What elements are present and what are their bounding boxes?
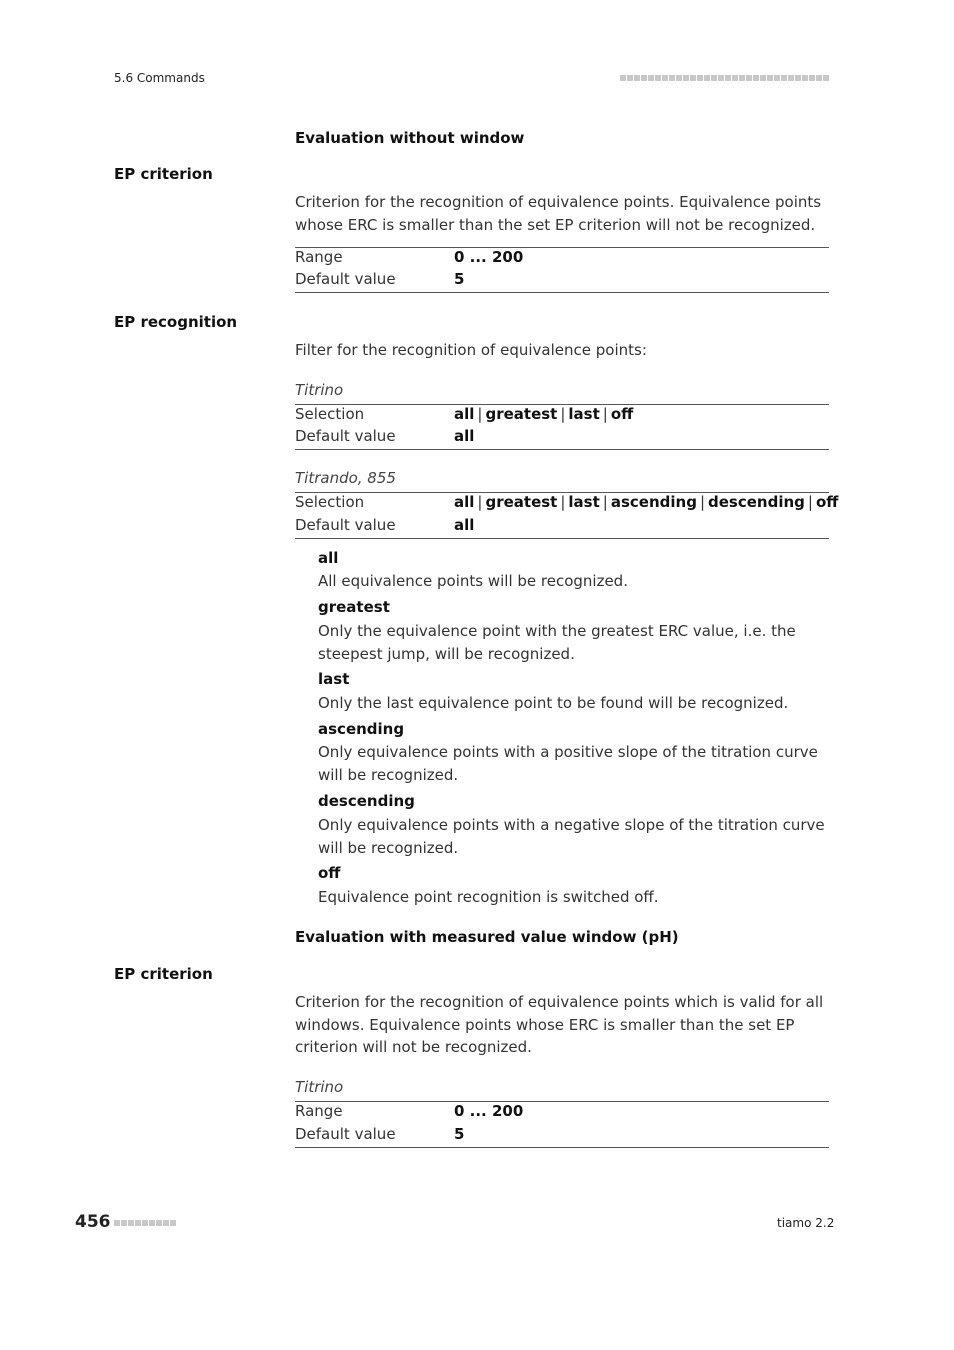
option-name-greatest: greatest [318, 598, 390, 616]
default-value: 5 [454, 1125, 465, 1143]
table-rule-top [295, 1101, 829, 1102]
page-number: 456 [75, 1212, 111, 1232]
running-header-section: 5.6 Commands [114, 71, 205, 85]
option-desc-greatest: Only the equivalence point with the greatest ERC value, i.e. the steepest jump, will be recognized. [318, 622, 796, 663]
option-desc-last: Only the last equivalence point to be found will be recognized. [318, 694, 789, 712]
param-ep-criterion: EP criterion [114, 965, 213, 983]
option-last: last [568, 493, 600, 511]
selection-label: Selection [295, 405, 365, 423]
titrino-table-title: Titrino [295, 1078, 344, 1096]
range-value: 0 ... 200 [454, 248, 524, 266]
default-label: Default value [295, 270, 396, 288]
range-value: 0 ... 200 [454, 1102, 524, 1120]
option-descending: descending [708, 493, 805, 511]
option-name-off: off [318, 864, 341, 882]
default-label: Default value [295, 516, 396, 534]
param-ep-recognition: EP recognition [114, 313, 238, 331]
option-desc-descending: Only equivalence points with a negative slope of the titration curve will be recognized. [318, 816, 825, 857]
option-desc-all: All equivalence points will be recognized. [318, 572, 628, 590]
option-all: all [454, 493, 475, 511]
footer-decoration-dots [114, 1220, 176, 1226]
header-decoration-dots [620, 75, 829, 81]
default-value: all [454, 516, 475, 534]
option-greatest: greatest [485, 405, 558, 423]
default-value: 5 [454, 270, 465, 288]
subheading-eval-without-window: Evaluation without window [295, 129, 525, 147]
option-name-last: last [318, 670, 350, 688]
range-label: Range [295, 1102, 343, 1120]
selection-label: Selection [295, 493, 365, 511]
table-rule-top [295, 247, 829, 248]
titrino-table-title: Titrino [295, 381, 344, 399]
option-desc-ascending: Only equivalence points with a positive slope of the titration curve will be recognized. [318, 743, 818, 784]
default-value: all [454, 427, 475, 445]
option-off: off [815, 493, 839, 511]
option-last: last [568, 405, 600, 423]
default-label: Default value [295, 1125, 396, 1143]
ep-criterion-window-description: Criterion for the recognition of equivalence points which is valid for all windows. Equivalence points whose ERC is smaller than the set EP criterion will not be recognized. [295, 993, 824, 1056]
table-rule-bottom [295, 449, 829, 450]
ep-recognition-description: Filter for the recognition of equivalence points: [295, 341, 647, 359]
table-rule-bottom [295, 1147, 829, 1148]
option-name-ascending: ascending [318, 720, 405, 738]
selection-options: all | greatest | last | off [454, 405, 634, 423]
option-all: all [454, 405, 475, 423]
table-rule-bottom [295, 292, 829, 293]
param-ep-criterion: EP criterion [114, 165, 213, 183]
option-ascending: ascending [610, 493, 697, 511]
option-name-all: all [318, 549, 339, 567]
option-desc-off: Equivalence point recognition is switched off. [318, 888, 659, 906]
ep-criterion-description: Criterion for the recognition of equivalence points. Equivalence points whose ERC is smaller than the set EP criterion will not be recognized. [295, 193, 822, 234]
subheading-eval-with-window: Evaluation with measured value window (pH) [295, 928, 679, 946]
option-greatest: greatest [485, 493, 558, 511]
footer-product: tiamo 2.2 [777, 1216, 835, 1230]
range-label: Range [295, 248, 343, 266]
option-off: off [610, 405, 634, 423]
default-label: Default value [295, 427, 396, 445]
option-name-descending: descending [318, 792, 415, 810]
selection-options: all | greatest | last | ascending | descending | off [454, 493, 839, 511]
titrando-table-title: Titrando, 855 [295, 469, 396, 487]
table-rule-bottom [295, 538, 829, 539]
